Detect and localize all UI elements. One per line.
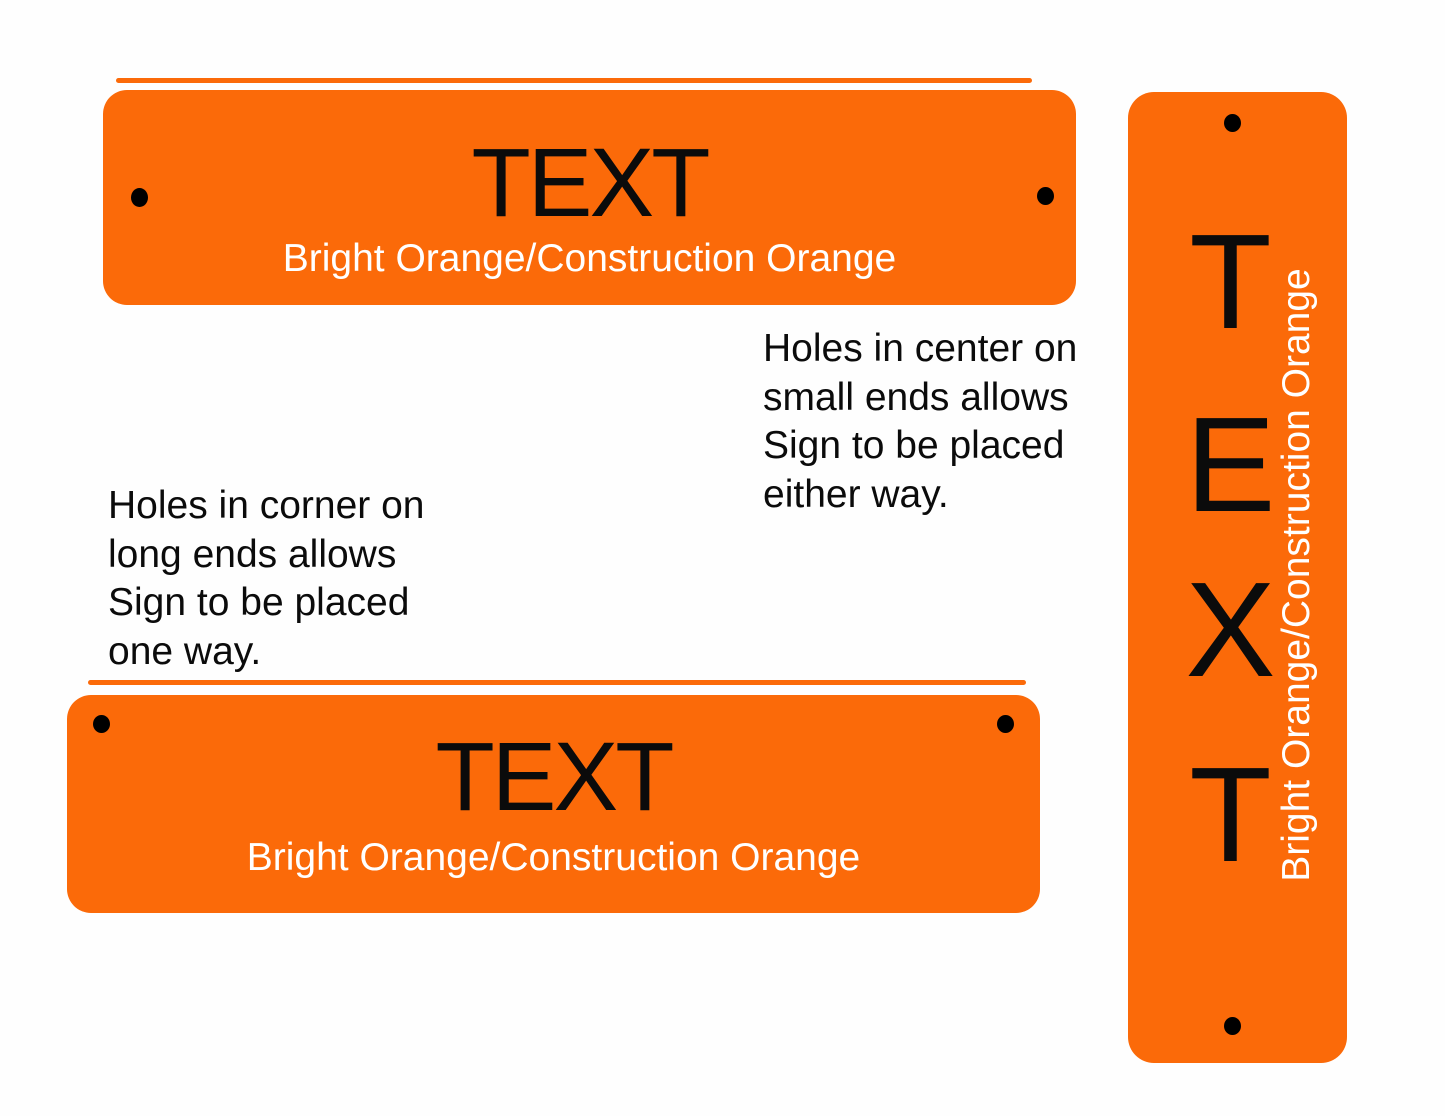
annotation-line: Holes in center on: [763, 327, 1078, 370]
sign-subtitle: Bright Orange/Construction Orange: [246, 836, 861, 879]
vertical-sign-letter: T: [1189, 739, 1272, 890]
mounting-hole-top-center: [1224, 114, 1241, 132]
sign-subtitle: Bright Orange/Construction Orange: [282, 237, 897, 280]
sign-top-edge-artifact: [116, 78, 1032, 83]
mounting-hole-bottom-center: [1224, 1017, 1241, 1035]
annotation-line: either way.: [763, 472, 949, 516]
vertical-sign-subtitle-rotated: Bright Orange/Construction Orange: [1275, 268, 1318, 882]
annotation-line: Holes in corner on: [108, 484, 425, 527]
vertical-sign-letter: X: [1185, 554, 1276, 705]
sign-vertical-center-holes: [1128, 92, 1347, 1063]
annotation-line: small ends allows: [763, 375, 1069, 419]
annotation-line: one way.: [108, 629, 262, 673]
sign-horizontal-corner-holes: [67, 695, 1040, 913]
vertical-sign-letter: E: [1185, 389, 1276, 540]
annotation-line: long ends allows: [108, 532, 397, 576]
sign-title: TEXT: [471, 128, 708, 237]
annotation-center-holes: [763, 325, 1077, 519]
sign-bottom-edge-artifact: [88, 680, 1026, 685]
vertical-sign-letter: T: [1189, 206, 1272, 357]
annotation-line: Sign to be placed: [108, 581, 410, 624]
sign-horizontal-center-holes: [103, 90, 1076, 305]
annotation-corner-holes: [108, 482, 425, 676]
sign-title: TEXT: [435, 722, 672, 831]
annotation-line: Sign to be placed: [763, 424, 1065, 467]
